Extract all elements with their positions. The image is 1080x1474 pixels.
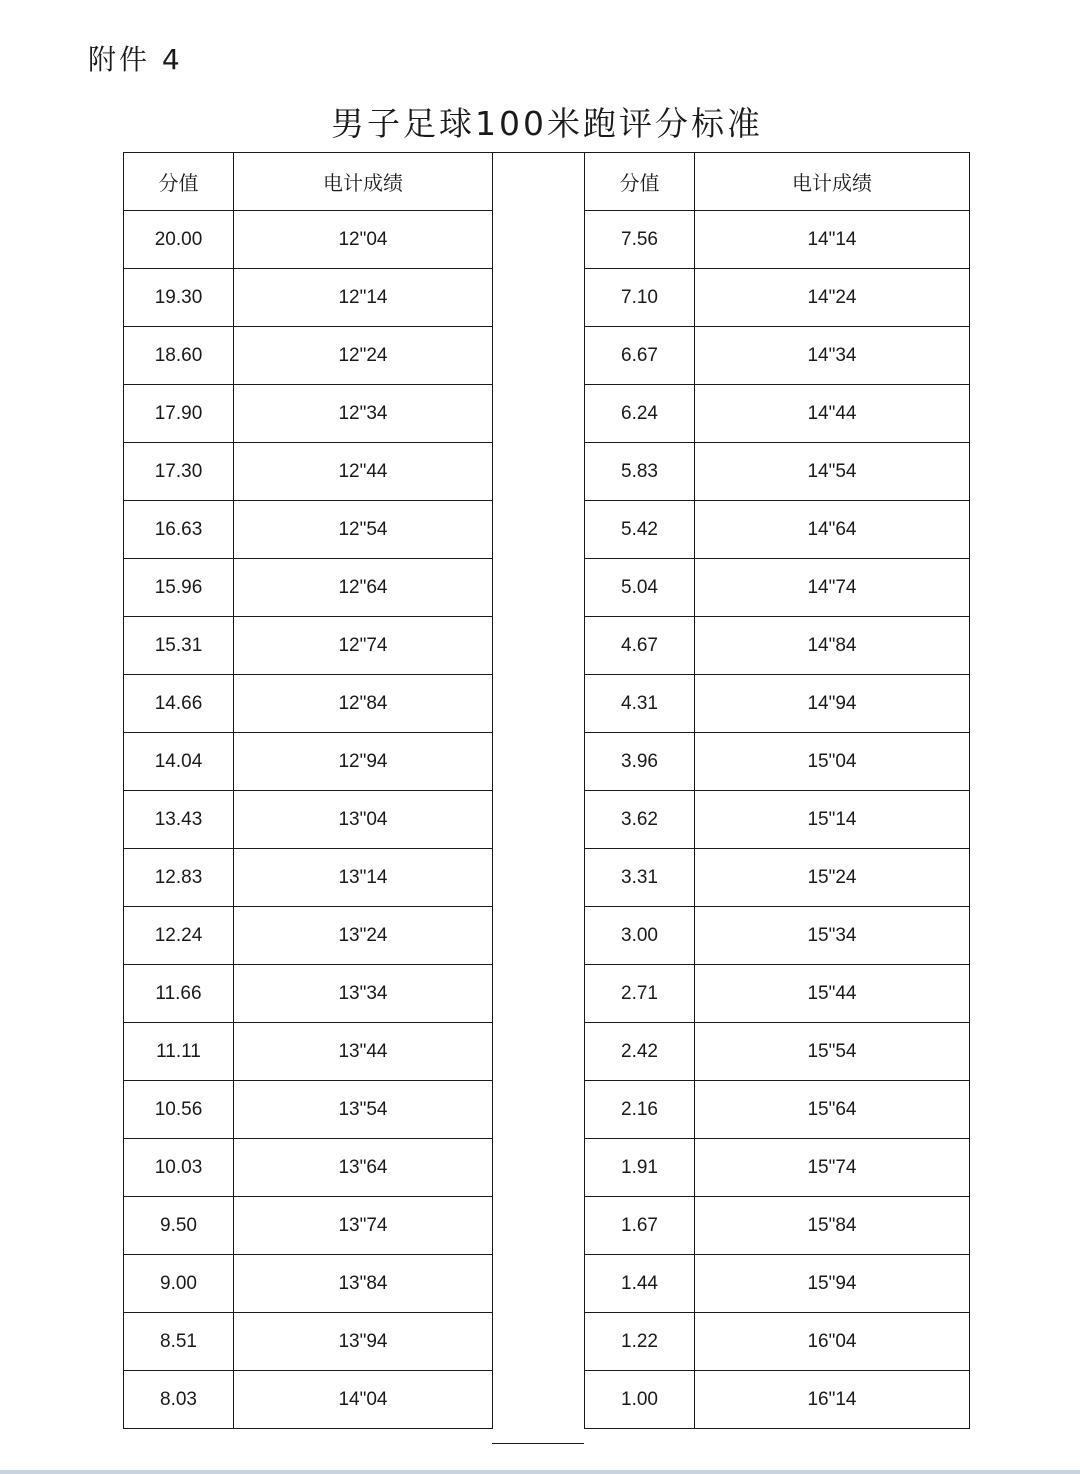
- score-cell: 4.67: [585, 617, 695, 675]
- table-row: [585, 385, 970, 443]
- table-row: [585, 791, 970, 849]
- time-cell: 14"44: [695, 385, 970, 443]
- table-center-gap: [492, 152, 584, 1444]
- score-cell: 12.83: [124, 849, 234, 907]
- score-cell: 8.03: [124, 1371, 234, 1429]
- table-row: [585, 965, 970, 1023]
- time-cell: 13"14: [234, 849, 493, 907]
- table-row: [585, 675, 970, 733]
- table-row: [585, 501, 970, 559]
- table-row: [124, 385, 493, 443]
- score-cell: 6.67: [585, 327, 695, 385]
- time-cell: 14"84: [695, 617, 970, 675]
- annex-label: 附件 4: [88, 43, 183, 76]
- score-cell: 5.04: [585, 559, 695, 617]
- score-cell: 9.00: [124, 1255, 234, 1313]
- score-cell: 15.31: [124, 617, 234, 675]
- table-row: [124, 965, 493, 1023]
- time-cell: 14"64: [695, 501, 970, 559]
- time-cell: 13"74: [234, 1197, 493, 1255]
- time-cell: 15"54: [695, 1023, 970, 1081]
- score-cell: 15.96: [124, 559, 234, 617]
- table-row: [124, 1313, 493, 1371]
- table-row: [124, 501, 493, 559]
- score-cell: 2.71: [585, 965, 695, 1023]
- page-title: 男子足球100米跑评分标准: [331, 104, 763, 143]
- score-cell: 13.43: [124, 791, 234, 849]
- score-cell: 3.31: [585, 849, 695, 907]
- score-cell: 4.31: [585, 675, 695, 733]
- score-cell: 6.24: [585, 385, 695, 443]
- table-row: [585, 559, 970, 617]
- table-row: [124, 1023, 493, 1081]
- table-row: [124, 443, 493, 501]
- time-cell: 14"74: [695, 559, 970, 617]
- table-row: [124, 1371, 493, 1429]
- score-cell: 5.42: [585, 501, 695, 559]
- score-cell: 20.00: [124, 211, 234, 269]
- time-cell: 12"24: [234, 327, 493, 385]
- header-score: 分值: [585, 153, 695, 211]
- score-cell: 2.42: [585, 1023, 695, 1081]
- table-row: [585, 1081, 970, 1139]
- time-cell: 15"14: [695, 791, 970, 849]
- table-row: [585, 1371, 970, 1429]
- time-cell: 12"34: [234, 385, 493, 443]
- time-cell: 16"14: [695, 1371, 970, 1429]
- score-cell: 10.03: [124, 1139, 234, 1197]
- time-cell: 15"04: [695, 733, 970, 791]
- score-cell: 1.44: [585, 1255, 695, 1313]
- table-row: [124, 791, 493, 849]
- table-row: [585, 849, 970, 907]
- time-cell: 15"84: [695, 1197, 970, 1255]
- time-cell: 14"54: [695, 443, 970, 501]
- score-cell: 18.60: [124, 327, 234, 385]
- score-cell: 10.56: [124, 1081, 234, 1139]
- table-row: [585, 1139, 970, 1197]
- score-table-left: [123, 152, 493, 1429]
- score-cell: 11.66: [124, 965, 234, 1023]
- score-table-right: [584, 152, 970, 1429]
- time-cell: 15"24: [695, 849, 970, 907]
- table-row: [124, 1255, 493, 1313]
- score-cell: 14.04: [124, 733, 234, 791]
- header-time: 电计成绩: [234, 153, 493, 211]
- score-cell: 1.91: [585, 1139, 695, 1197]
- page-bottom-edge: [0, 1470, 1080, 1474]
- score-cell: 11.11: [124, 1023, 234, 1081]
- time-cell: 15"44: [695, 965, 970, 1023]
- time-cell: 15"64: [695, 1081, 970, 1139]
- score-cell: 7.56: [585, 211, 695, 269]
- time-cell: 15"94: [695, 1255, 970, 1313]
- time-cell: 14"24: [695, 269, 970, 327]
- table-row: [124, 907, 493, 965]
- time-cell: 14"04: [234, 1371, 493, 1429]
- table-row: [585, 1313, 970, 1371]
- time-cell: 15"34: [695, 907, 970, 965]
- time-cell: 12"54: [234, 501, 493, 559]
- time-cell: 12"84: [234, 675, 493, 733]
- header-score: 分值: [124, 153, 234, 211]
- time-cell: 12"74: [234, 617, 493, 675]
- table-row: [124, 1197, 493, 1255]
- score-cell: 1.22: [585, 1313, 695, 1371]
- table-row: [585, 443, 970, 501]
- table-row: [124, 211, 493, 269]
- table-row: [124, 1139, 493, 1197]
- table-row: [124, 559, 493, 617]
- table-row: [124, 733, 493, 791]
- table-row: [124, 1081, 493, 1139]
- table-row: [585, 907, 970, 965]
- time-cell: 14"94: [695, 675, 970, 733]
- table-header-row: [585, 153, 970, 211]
- score-cell: 19.30: [124, 269, 234, 327]
- table-row: [585, 1023, 970, 1081]
- time-cell: 16"04: [695, 1313, 970, 1371]
- score-cell: 2.16: [585, 1081, 695, 1139]
- table-header-row: [124, 153, 493, 211]
- time-cell: 12"14: [234, 269, 493, 327]
- time-cell: 13"94: [234, 1313, 493, 1371]
- time-cell: 13"44: [234, 1023, 493, 1081]
- time-cell: 13"64: [234, 1139, 493, 1197]
- table-row: [585, 1197, 970, 1255]
- score-cell: 3.62: [585, 791, 695, 849]
- score-cell: 7.10: [585, 269, 695, 327]
- table-row: [585, 733, 970, 791]
- score-cell: 12.24: [124, 907, 234, 965]
- score-cell: 17.30: [124, 443, 234, 501]
- time-cell: 13"04: [234, 791, 493, 849]
- time-cell: 12"04: [234, 211, 493, 269]
- time-cell: 12"64: [234, 559, 493, 617]
- time-cell: 13"54: [234, 1081, 493, 1139]
- table-row: [585, 269, 970, 327]
- header-time: 电计成绩: [695, 153, 970, 211]
- time-cell: 13"24: [234, 907, 493, 965]
- time-cell: 14"34: [695, 327, 970, 385]
- time-cell: 12"94: [234, 733, 493, 791]
- time-cell: 14"14: [695, 211, 970, 269]
- score-cell: 1.67: [585, 1197, 695, 1255]
- table-row: [124, 849, 493, 907]
- score-cell: 14.66: [124, 675, 234, 733]
- table-row: [585, 211, 970, 269]
- score-cell: 1.00: [585, 1371, 695, 1429]
- score-cell: 3.00: [585, 907, 695, 965]
- score-cell: 8.51: [124, 1313, 234, 1371]
- table-row: [585, 327, 970, 385]
- score-cell: 3.96: [585, 733, 695, 791]
- time-cell: 12"44: [234, 443, 493, 501]
- table-row: [585, 617, 970, 675]
- score-cell: 9.50: [124, 1197, 234, 1255]
- table-row: [124, 327, 493, 385]
- time-cell: 13"84: [234, 1255, 493, 1313]
- table-row: [585, 1255, 970, 1313]
- score-cell: 16.63: [124, 501, 234, 559]
- table-row: [124, 269, 493, 327]
- time-cell: 13"34: [234, 965, 493, 1023]
- table-row: [124, 675, 493, 733]
- score-cell: 17.90: [124, 385, 234, 443]
- table-row: [124, 617, 493, 675]
- time-cell: 15"74: [695, 1139, 970, 1197]
- score-cell: 5.83: [585, 443, 695, 501]
